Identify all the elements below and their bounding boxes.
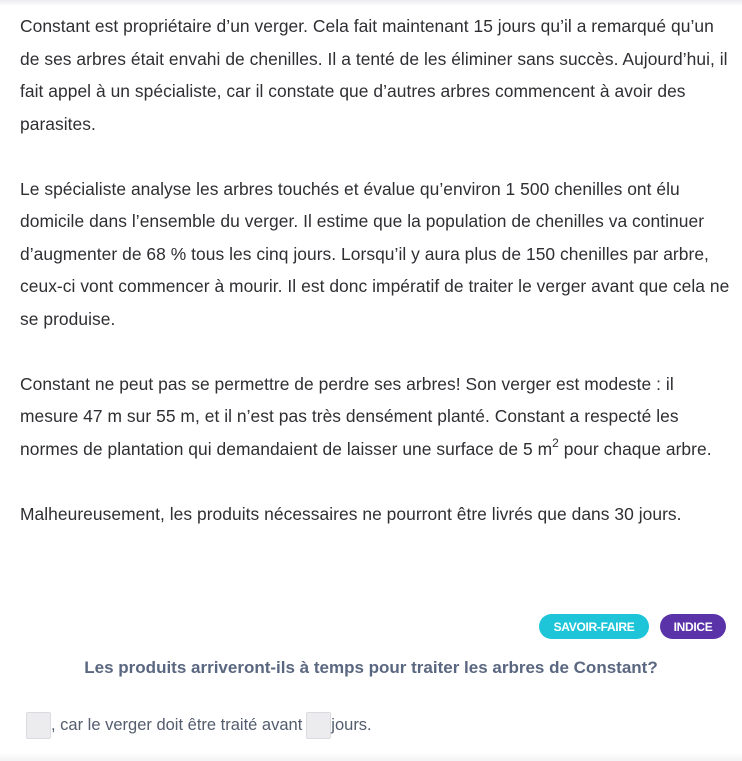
bottom-shadow bbox=[0, 753, 742, 761]
problem-paragraph-1: Constant est propriétaire d’un verger. Cela fait maintenant 15 jours qu’il a remarqué qu’un de ses arbres était envahi de chenilles. Il a tenté de les éliminer sans succès. Aujourd’hui, il fait appel à un spécialiste, car il constate que d’autres arbres commencent à avoir des parasites. bbox=[20, 16, 728, 134]
answer-blank-2[interactable] bbox=[306, 712, 331, 739]
problem-paragraph-4: Malheureusement, les produits nécessaires ne pourront être livrés que dans 30 jours. bbox=[20, 503, 682, 524]
help-buttons bbox=[539, 614, 726, 639]
problem-paragraph-2: Le spécialiste analyse les arbres touchés et évalue qu’environ 1 500 chenilles ont élu domicile dans l’ensemble du verger. Il estime que la population de chenilles va continuer d’augmenter de 68 % tous les cinq jours. Lorsqu’il y aura plus de 150 chenilles par arbre, ceux-ci vont commencer à mourir. Il est donc impératif de traiter le verger avant que cela ne se produise. bbox=[20, 178, 730, 329]
indice-button[interactable]: INDICE bbox=[660, 614, 726, 639]
question-text: Les produits arriveront-ils à temps pour traiter les arbres de Constant? bbox=[84, 658, 658, 677]
paragraph-3-text-end: pour chaque arbre. bbox=[558, 438, 712, 459]
answer-blank-1[interactable] bbox=[26, 712, 51, 739]
top-shadow bbox=[0, 0, 742, 6]
problem-statement bbox=[20, 10, 732, 530]
answer-text-middle: , car le verger doit être traité avant bbox=[51, 715, 303, 734]
exponent: 2 bbox=[552, 435, 559, 450]
paragraph-3-text: Constant ne peut pas se permettre de perdre ses arbres! Son verger est modeste : il mesure 47 m sur 55 m, et il n’est pas très densément planté. Constant a respecté les normes de plantation qui demandaient de laisser une surface de 5 m bbox=[20, 373, 679, 459]
answer-sentence bbox=[26, 711, 372, 739]
savoir-faire-button[interactable]: SAVOIR-FAIRE bbox=[539, 614, 649, 639]
problem-paragraph-3 bbox=[20, 368, 732, 466]
answer-text-end: jours. bbox=[331, 715, 372, 734]
